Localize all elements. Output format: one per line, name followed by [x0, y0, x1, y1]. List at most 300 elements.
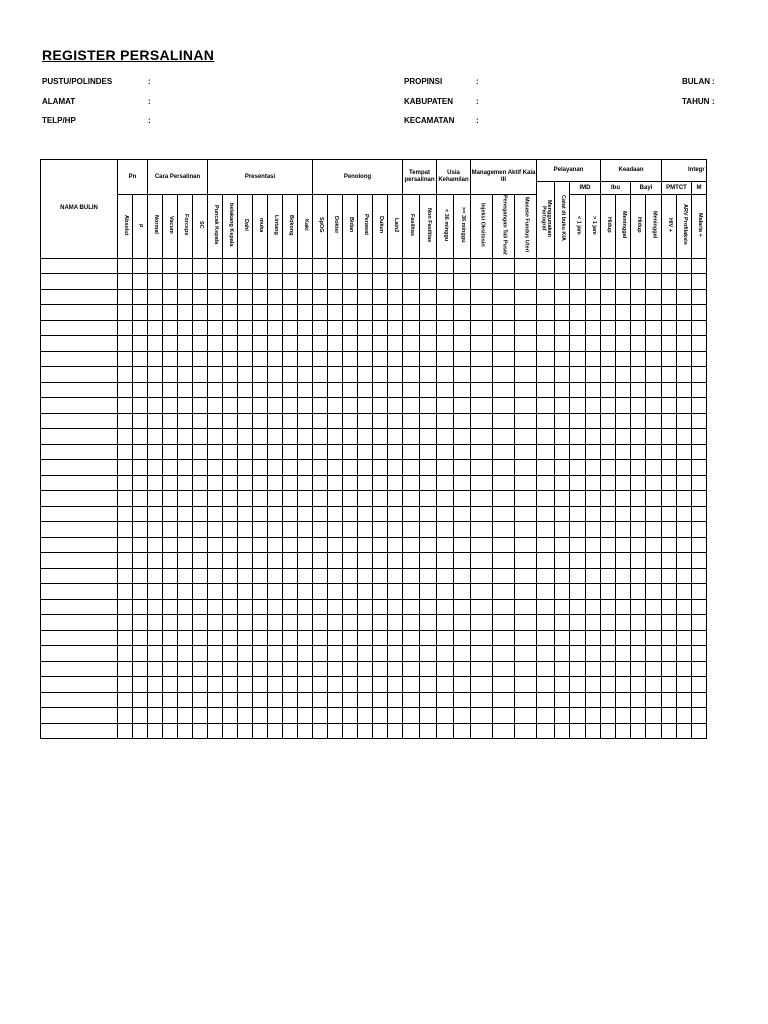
entry-cell[interactable] [253, 398, 268, 414]
entry-cell[interactable] [646, 460, 662, 476]
entry-cell[interactable] [471, 336, 493, 352]
entry-cell[interactable] [148, 568, 163, 584]
entry-cell[interactable] [616, 599, 631, 615]
entry-cell[interactable] [163, 630, 178, 646]
entry-cell[interactable] [283, 692, 298, 708]
entry-cell[interactable] [313, 553, 328, 569]
entry-cell[interactable] [616, 460, 631, 476]
entry-cell[interactable] [631, 584, 646, 600]
entry-cell[interactable] [601, 398, 616, 414]
entry-cell[interactable] [208, 429, 223, 445]
entry-cell[interactable] [515, 661, 537, 677]
entry-cell[interactable] [238, 475, 253, 491]
entry-cell[interactable] [208, 661, 223, 677]
entry-cell[interactable] [493, 274, 515, 290]
entry-cell[interactable] [471, 475, 493, 491]
entry-cell[interactable] [601, 661, 616, 677]
entry-cell[interactable] [662, 382, 677, 398]
entry-cell[interactable] [493, 336, 515, 352]
entry-cell[interactable] [454, 522, 471, 538]
entry-cell[interactable] [193, 522, 208, 538]
entry-cell[interactable] [616, 568, 631, 584]
entry-cell[interactable] [493, 537, 515, 553]
entry-cell[interactable] [692, 413, 707, 429]
entry-cell[interactable] [555, 553, 570, 569]
entry-cell[interactable] [358, 522, 373, 538]
entry-cell[interactable] [223, 429, 238, 445]
entry-cell[interactable] [283, 506, 298, 522]
entry-cell[interactable] [193, 491, 208, 507]
entry-cell[interactable] [373, 460, 388, 476]
entry-cell[interactable] [163, 336, 178, 352]
entry-cell[interactable] [454, 708, 471, 724]
entry-cell[interactable] [692, 320, 707, 336]
entry-cell[interactable] [555, 413, 570, 429]
entry-cell[interactable] [662, 351, 677, 367]
entry-cell[interactable] [420, 584, 437, 600]
entry-cell[interactable] [631, 723, 646, 739]
entry-cell[interactable] [253, 336, 268, 352]
entry-cell[interactable] [328, 692, 343, 708]
entry-cell[interactable] [343, 289, 358, 305]
entry-cell[interactable] [515, 491, 537, 507]
entry-cell[interactable] [193, 692, 208, 708]
entry-cell[interactable] [133, 599, 148, 615]
entry-cell[interactable] [471, 537, 493, 553]
entry-cell[interactable] [208, 320, 223, 336]
entry-cell[interactable] [437, 661, 454, 677]
entry-cell[interactable] [298, 692, 313, 708]
entry-cell[interactable] [570, 413, 586, 429]
entry-cell[interactable] [163, 723, 178, 739]
entry-cell[interactable] [537, 568, 555, 584]
entry-cell[interactable] [646, 367, 662, 383]
entry-cell[interactable] [662, 289, 677, 305]
entry-cell[interactable] [570, 258, 586, 274]
entry-cell[interactable] [437, 320, 454, 336]
entry-cell[interactable] [662, 506, 677, 522]
entry-cell[interactable] [420, 351, 437, 367]
entry-cell[interactable] [616, 677, 631, 693]
entry-cell[interactable] [570, 274, 586, 290]
name-cell[interactable] [41, 677, 118, 693]
entry-cell[interactable] [646, 723, 662, 739]
entry-cell[interactable] [328, 367, 343, 383]
entry-cell[interactable] [193, 444, 208, 460]
entry-cell[interactable] [616, 367, 631, 383]
entry-cell[interactable] [471, 305, 493, 321]
entry-cell[interactable] [403, 460, 420, 476]
entry-cell[interactable] [646, 351, 662, 367]
entry-cell[interactable] [493, 599, 515, 615]
entry-cell[interactable] [253, 692, 268, 708]
entry-cell[interactable] [298, 336, 313, 352]
entry-cell[interactable] [223, 568, 238, 584]
entry-cell[interactable] [223, 274, 238, 290]
entry-cell[interactable] [631, 522, 646, 538]
entry-cell[interactable] [208, 615, 223, 631]
name-cell[interactable] [41, 537, 118, 553]
entry-cell[interactable] [163, 413, 178, 429]
entry-cell[interactable] [298, 351, 313, 367]
entry-cell[interactable] [662, 274, 677, 290]
entry-cell[interactable] [148, 599, 163, 615]
entry-cell[interactable] [662, 599, 677, 615]
entry-cell[interactable] [677, 599, 692, 615]
entry-cell[interactable] [662, 475, 677, 491]
entry-cell[interactable] [283, 289, 298, 305]
entry-cell[interactable] [298, 460, 313, 476]
entry-cell[interactable] [662, 630, 677, 646]
entry-cell[interactable] [253, 630, 268, 646]
entry-cell[interactable] [163, 599, 178, 615]
entry-cell[interactable] [437, 646, 454, 662]
entry-cell[interactable] [677, 336, 692, 352]
entry-cell[interactable] [437, 413, 454, 429]
entry-cell[interactable] [420, 522, 437, 538]
entry-cell[interactable] [148, 723, 163, 739]
entry-cell[interactable] [208, 522, 223, 538]
entry-cell[interactable] [616, 258, 631, 274]
entry-cell[interactable] [163, 708, 178, 724]
entry-cell[interactable] [388, 708, 403, 724]
entry-cell[interactable] [118, 367, 133, 383]
entry-cell[interactable] [437, 289, 454, 305]
entry-cell[interactable] [358, 661, 373, 677]
entry-cell[interactable] [537, 630, 555, 646]
entry-cell[interactable] [471, 460, 493, 476]
entry-cell[interactable] [601, 537, 616, 553]
entry-cell[interactable] [373, 367, 388, 383]
entry-cell[interactable] [646, 320, 662, 336]
entry-cell[interactable] [454, 367, 471, 383]
entry-cell[interactable] [328, 351, 343, 367]
entry-cell[interactable] [646, 475, 662, 491]
entry-cell[interactable] [133, 584, 148, 600]
entry-cell[interactable] [631, 460, 646, 476]
name-cell[interactable] [41, 367, 118, 383]
entry-cell[interactable] [298, 475, 313, 491]
entry-cell[interactable] [662, 367, 677, 383]
name-cell[interactable] [41, 708, 118, 724]
entry-cell[interactable] [454, 429, 471, 445]
entry-cell[interactable] [223, 413, 238, 429]
entry-cell[interactable] [298, 615, 313, 631]
entry-cell[interactable] [178, 475, 193, 491]
entry-cell[interactable] [163, 661, 178, 677]
entry-cell[interactable] [555, 320, 570, 336]
entry-cell[interactable] [555, 692, 570, 708]
entry-cell[interactable] [313, 429, 328, 445]
entry-cell[interactable] [238, 413, 253, 429]
entry-cell[interactable] [283, 305, 298, 321]
entry-cell[interactable] [454, 599, 471, 615]
entry-cell[interactable] [555, 568, 570, 584]
entry-cell[interactable] [313, 584, 328, 600]
entry-cell[interactable] [471, 708, 493, 724]
entry-cell[interactable] [601, 382, 616, 398]
entry-cell[interactable] [493, 615, 515, 631]
entry-cell[interactable] [238, 537, 253, 553]
entry-cell[interactable] [163, 677, 178, 693]
entry-cell[interactable] [178, 289, 193, 305]
entry-cell[interactable] [662, 522, 677, 538]
entry-cell[interactable] [163, 460, 178, 476]
entry-cell[interactable] [118, 553, 133, 569]
entry-cell[interactable] [646, 568, 662, 584]
entry-cell[interactable] [420, 289, 437, 305]
entry-cell[interactable] [148, 522, 163, 538]
entry-cell[interactable] [208, 289, 223, 305]
entry-cell[interactable] [178, 258, 193, 274]
entry-cell[interactable] [515, 382, 537, 398]
entry-cell[interactable] [437, 615, 454, 631]
entry-cell[interactable] [373, 336, 388, 352]
entry-cell[interactable] [298, 630, 313, 646]
entry-cell[interactable] [133, 336, 148, 352]
entry-cell[interactable] [328, 599, 343, 615]
entry-cell[interactable] [193, 336, 208, 352]
entry-cell[interactable] [223, 289, 238, 305]
entry-cell[interactable] [373, 258, 388, 274]
entry-cell[interactable] [208, 537, 223, 553]
entry-cell[interactable] [268, 723, 283, 739]
entry-cell[interactable] [586, 630, 601, 646]
entry-cell[interactable] [454, 537, 471, 553]
entry-cell[interactable] [163, 615, 178, 631]
entry-cell[interactable] [692, 491, 707, 507]
entry-cell[interactable] [133, 258, 148, 274]
entry-cell[interactable] [646, 522, 662, 538]
entry-cell[interactable] [283, 677, 298, 693]
entry-cell[interactable] [677, 460, 692, 476]
entry-cell[interactable] [283, 444, 298, 460]
entry-cell[interactable] [420, 615, 437, 631]
entry-cell[interactable] [437, 677, 454, 693]
entry-cell[interactable] [223, 615, 238, 631]
entry-cell[interactable] [328, 677, 343, 693]
entry-cell[interactable] [677, 274, 692, 290]
entry-cell[interactable] [118, 599, 133, 615]
entry-cell[interactable] [343, 429, 358, 445]
entry-cell[interactable] [208, 599, 223, 615]
entry-cell[interactable] [420, 382, 437, 398]
name-cell[interactable] [41, 723, 118, 739]
entry-cell[interactable] [437, 723, 454, 739]
entry-cell[interactable] [471, 320, 493, 336]
entry-cell[interactable] [208, 398, 223, 414]
entry-cell[interactable] [662, 723, 677, 739]
entry-cell[interactable] [283, 661, 298, 677]
entry-cell[interactable] [403, 677, 420, 693]
entry-cell[interactable] [328, 336, 343, 352]
entry-cell[interactable] [193, 506, 208, 522]
entry-cell[interactable] [403, 568, 420, 584]
entry-cell[interactable] [223, 723, 238, 739]
entry-cell[interactable] [403, 429, 420, 445]
entry-cell[interactable] [616, 274, 631, 290]
name-cell[interactable] [41, 615, 118, 631]
entry-cell[interactable] [403, 475, 420, 491]
entry-cell[interactable] [133, 475, 148, 491]
entry-cell[interactable] [677, 723, 692, 739]
entry-cell[interactable] [586, 460, 601, 476]
entry-cell[interactable] [118, 630, 133, 646]
entry-cell[interactable] [283, 646, 298, 662]
entry-cell[interactable] [148, 382, 163, 398]
entry-cell[interactable] [420, 413, 437, 429]
entry-cell[interactable] [570, 537, 586, 553]
entry-cell[interactable] [471, 615, 493, 631]
entry-cell[interactable] [133, 723, 148, 739]
entry-cell[interactable] [677, 382, 692, 398]
entry-cell[interactable] [328, 460, 343, 476]
entry-cell[interactable] [646, 630, 662, 646]
entry-cell[interactable] [163, 537, 178, 553]
entry-cell[interactable] [178, 522, 193, 538]
entry-cell[interactable] [238, 258, 253, 274]
entry-cell[interactable] [646, 553, 662, 569]
entry-cell[interactable] [268, 615, 283, 631]
entry-cell[interactable] [454, 568, 471, 584]
entry-cell[interactable] [148, 274, 163, 290]
entry-cell[interactable] [420, 599, 437, 615]
name-cell[interactable] [41, 553, 118, 569]
entry-cell[interactable] [601, 599, 616, 615]
entry-cell[interactable] [555, 646, 570, 662]
entry-cell[interactable] [471, 646, 493, 662]
entry-cell[interactable] [178, 460, 193, 476]
entry-cell[interactable] [454, 336, 471, 352]
entry-cell[interactable] [437, 336, 454, 352]
entry-cell[interactable] [586, 646, 601, 662]
entry-cell[interactable] [662, 491, 677, 507]
name-cell[interactable] [41, 320, 118, 336]
entry-cell[interactable] [268, 599, 283, 615]
entry-cell[interactable] [692, 584, 707, 600]
entry-cell[interactable] [616, 336, 631, 352]
entry-cell[interactable] [515, 708, 537, 724]
entry-cell[interactable] [313, 677, 328, 693]
entry-cell[interactable] [388, 398, 403, 414]
entry-cell[interactable] [646, 274, 662, 290]
entry-cell[interactable] [471, 274, 493, 290]
entry-cell[interactable] [358, 491, 373, 507]
entry-cell[interactable] [163, 320, 178, 336]
entry-cell[interactable] [358, 692, 373, 708]
entry-cell[interactable] [358, 708, 373, 724]
entry-cell[interactable] [148, 506, 163, 522]
entry-cell[interactable] [586, 258, 601, 274]
entry-cell[interactable] [515, 320, 537, 336]
name-cell[interactable] [41, 413, 118, 429]
entry-cell[interactable] [662, 708, 677, 724]
entry-cell[interactable] [586, 599, 601, 615]
entry-cell[interactable] [193, 320, 208, 336]
entry-cell[interactable] [268, 289, 283, 305]
entry-cell[interactable] [677, 398, 692, 414]
entry-cell[interactable] [118, 429, 133, 445]
entry-cell[interactable] [471, 630, 493, 646]
entry-cell[interactable] [555, 475, 570, 491]
entry-cell[interactable] [646, 491, 662, 507]
entry-cell[interactable] [692, 723, 707, 739]
entry-cell[interactable] [662, 413, 677, 429]
entry-cell[interactable] [133, 522, 148, 538]
entry-cell[interactable] [493, 429, 515, 445]
entry-cell[interactable] [208, 584, 223, 600]
entry-cell[interactable] [328, 615, 343, 631]
entry-cell[interactable] [223, 553, 238, 569]
entry-cell[interactable] [403, 382, 420, 398]
entry-cell[interactable] [133, 491, 148, 507]
name-cell[interactable] [41, 661, 118, 677]
entry-cell[interactable] [677, 320, 692, 336]
entry-cell[interactable] [493, 289, 515, 305]
entry-cell[interactable] [148, 289, 163, 305]
entry-cell[interactable] [358, 444, 373, 460]
entry-cell[interactable] [454, 398, 471, 414]
entry-cell[interactable] [238, 336, 253, 352]
entry-cell[interactable] [471, 351, 493, 367]
entry-cell[interactable] [388, 491, 403, 507]
entry-cell[interactable] [133, 444, 148, 460]
entry-cell[interactable] [646, 305, 662, 321]
name-cell[interactable] [41, 646, 118, 662]
entry-cell[interactable] [437, 584, 454, 600]
entry-cell[interactable] [493, 382, 515, 398]
entry-cell[interactable] [403, 491, 420, 507]
entry-cell[interactable] [163, 584, 178, 600]
entry-cell[interactable] [208, 382, 223, 398]
entry-cell[interactable] [692, 677, 707, 693]
entry-cell[interactable] [178, 429, 193, 445]
entry-cell[interactable] [193, 460, 208, 476]
entry-cell[interactable] [437, 460, 454, 476]
entry-cell[interactable] [677, 475, 692, 491]
entry-cell[interactable] [586, 584, 601, 600]
entry-cell[interactable] [515, 429, 537, 445]
entry-cell[interactable] [343, 444, 358, 460]
entry-cell[interactable] [343, 320, 358, 336]
entry-cell[interactable] [208, 568, 223, 584]
entry-cell[interactable] [388, 522, 403, 538]
entry-cell[interactable] [515, 336, 537, 352]
entry-cell[interactable] [148, 475, 163, 491]
entry-cell[interactable] [223, 351, 238, 367]
entry-cell[interactable] [493, 646, 515, 662]
entry-cell[interactable] [555, 398, 570, 414]
entry-cell[interactable] [493, 305, 515, 321]
entry-cell[interactable] [343, 460, 358, 476]
entry-cell[interactable] [253, 444, 268, 460]
entry-cell[interactable] [298, 382, 313, 398]
entry-cell[interactable] [493, 568, 515, 584]
entry-cell[interactable] [313, 289, 328, 305]
entry-cell[interactable] [403, 723, 420, 739]
entry-cell[interactable] [537, 444, 555, 460]
entry-cell[interactable] [437, 444, 454, 460]
entry-cell[interactable] [133, 537, 148, 553]
entry-cell[interactable] [298, 584, 313, 600]
entry-cell[interactable] [268, 305, 283, 321]
entry-cell[interactable] [193, 723, 208, 739]
entry-cell[interactable] [586, 677, 601, 693]
entry-cell[interactable] [570, 584, 586, 600]
entry-cell[interactable] [163, 553, 178, 569]
entry-cell[interactable] [193, 677, 208, 693]
entry-cell[interactable] [601, 289, 616, 305]
